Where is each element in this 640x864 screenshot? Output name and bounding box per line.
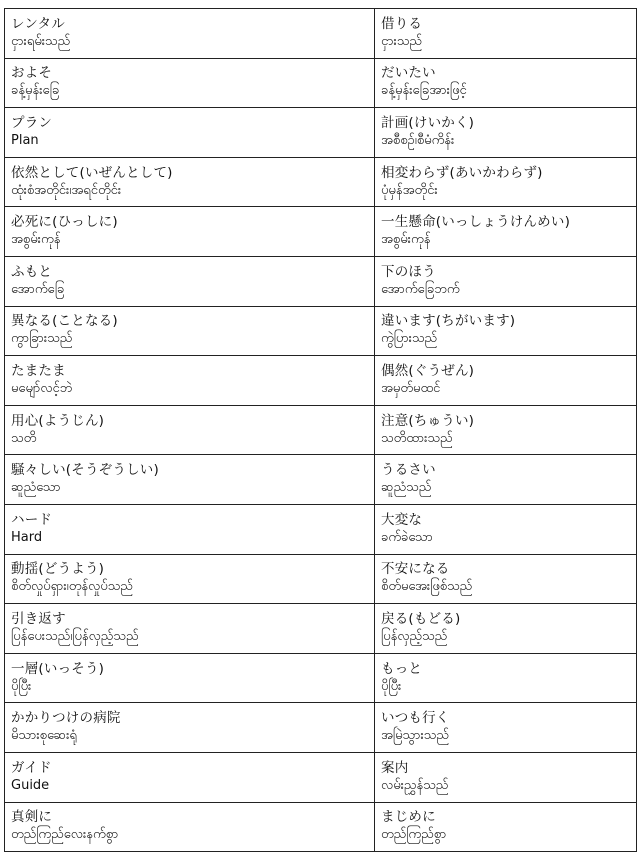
japanese-term: だいたい — [381, 65, 436, 82]
burmese-meaning: အောက်ခြေ — [11, 281, 65, 297]
vocab-cell-right — [375, 554, 637, 604]
vocab-cell-right — [375, 256, 637, 306]
japanese-term: 一生懸命(いっしょうけんめい) — [381, 214, 571, 231]
japanese-term: かかりつけの病院 — [11, 710, 121, 727]
vocab-row — [5, 554, 637, 604]
japanese-term: いつも行く — [381, 710, 450, 727]
japanese-term: レンタル — [11, 15, 65, 32]
japanese-term: 真剣に — [11, 809, 53, 826]
vocab-cell-right — [375, 356, 637, 406]
vocab-row — [5, 752, 637, 802]
vocab-cell-left — [5, 703, 375, 753]
burmese-meaning: ပိုပြီး — [381, 678, 402, 694]
japanese-term: 大変な — [381, 511, 423, 528]
burmese-meaning: ကွာခြားသည် — [11, 331, 73, 347]
japanese-term: 借りる — [381, 15, 423, 32]
vocab-cell-right — [375, 752, 637, 802]
vocab-cell-right — [375, 604, 637, 654]
vocab-cell-right — [375, 108, 637, 158]
vocab-cell-right — [375, 207, 637, 257]
vocab-cell-left — [5, 356, 375, 406]
vocab-cell-right — [375, 58, 637, 108]
burmese-meaning: ပုံမှန်အတိုင်း — [381, 182, 438, 198]
burmese-meaning: စိတ်လှုပ်ရှား၊တုန်လှုပ်သည် — [11, 579, 133, 595]
vocab-row — [5, 58, 637, 108]
burmese-meaning: စိတ်မအေးဖြစ်သည် — [381, 579, 473, 595]
vocab-row — [5, 157, 637, 207]
japanese-term: 必死に(ひっしに) — [11, 214, 118, 231]
japanese-term: 計画(けいかく) — [381, 114, 475, 131]
vocab-row — [5, 9, 637, 59]
burmese-meaning: အောက်ခြေဘက် — [381, 281, 460, 297]
japanese-term: たまたま — [11, 362, 66, 379]
vocab-cell-right — [375, 504, 637, 554]
vocab-row — [5, 504, 637, 554]
vocab-cell-left — [5, 306, 375, 356]
burmese-meaning: အမြဲသွားသည် — [381, 728, 449, 744]
burmese-meaning: ငှားသည် — [381, 33, 422, 49]
vocabulary-table — [4, 8, 637, 852]
vocab-cell-left — [5, 504, 375, 554]
burmese-meaning: တည်ကြည်လေးနက်စွာ — [11, 827, 119, 843]
vocab-cell-right — [375, 157, 637, 207]
japanese-term: 依然として(いぜんとして) — [11, 164, 173, 181]
vocab-cell-right — [375, 306, 637, 356]
burmese-meaning: Hard — [11, 529, 43, 545]
burmese-meaning: ဆူညံသည် — [381, 480, 432, 496]
vocab-cell-left — [5, 405, 375, 455]
burmese-meaning: ပြန်လှည့်သည် — [381, 628, 448, 644]
japanese-term: 異なる(ことなる) — [11, 313, 118, 330]
vocab-cell-left — [5, 58, 375, 108]
japanese-term: 注意(ちゅうい) — [381, 412, 475, 429]
vocab-cell-right — [375, 405, 637, 455]
burmese-meaning: မိသားစုဆေးရုံ — [11, 728, 77, 744]
burmese-meaning: ဆူညံသော — [11, 480, 61, 496]
japanese-term: うるさい — [381, 462, 436, 479]
burmese-meaning: အမှတ်မထင် — [381, 380, 441, 396]
japanese-term: 引き返す — [11, 610, 66, 627]
vocab-row — [5, 653, 637, 703]
japanese-term: ガイド — [11, 759, 52, 776]
vocab-cell-left — [5, 802, 375, 852]
vocab-cell-left — [5, 604, 375, 654]
burmese-meaning: မမျော်လင့်ဘဲ — [11, 380, 73, 396]
vocab-row — [5, 207, 637, 257]
vocab-cell-right — [375, 653, 637, 703]
vocab-row — [5, 455, 637, 505]
vocab-cell-left — [5, 455, 375, 505]
vocab-cell-right — [375, 703, 637, 753]
japanese-term: 騒々しい(そうぞうしい) — [11, 462, 159, 479]
japanese-term: まじめに — [381, 809, 436, 826]
japanese-term: もっと — [381, 660, 423, 677]
japanese-term: およそ — [11, 65, 53, 82]
vocab-row — [5, 256, 637, 306]
burmese-meaning: Guide — [11, 777, 50, 793]
japanese-term: 案内 — [381, 759, 409, 776]
vocab-row — [5, 306, 637, 356]
vocab-cell-left — [5, 108, 375, 158]
vocab-cell-left — [5, 752, 375, 802]
japanese-term: 相変わらず(あいかわらず) — [381, 164, 543, 181]
japanese-term: ハード — [11, 511, 53, 528]
burmese-meaning: သတိထားသည် — [381, 430, 453, 446]
burmese-meaning: အစွမ်းကုန် — [11, 232, 61, 248]
japanese-term: 下のほう — [381, 263, 436, 280]
burmese-meaning: သတိ — [11, 430, 37, 446]
japanese-term: プラン — [11, 114, 53, 131]
vocab-row — [5, 703, 637, 753]
japanese-term: 偶然(ぐうぜん) — [381, 362, 475, 379]
burmese-meaning: အစီစဉ်၊စီမံကိန်း — [381, 132, 455, 148]
vocab-cell-left — [5, 157, 375, 207]
vocab-cell-right — [375, 802, 637, 852]
vocab-cell-left — [5, 653, 375, 703]
japanese-term: 用心(ようじん) — [11, 412, 105, 429]
vocab-row — [5, 108, 637, 158]
burmese-meaning: အစွမ်းကုန် — [381, 232, 431, 248]
burmese-meaning: Plan — [11, 132, 39, 148]
vocabulary-table-body — [5, 9, 637, 852]
burmese-meaning: ထုံးစံအတိုင်း၊အရင်တိုင်း — [11, 182, 122, 198]
vocab-cell-right — [375, 455, 637, 505]
vocab-row — [5, 356, 637, 406]
burmese-meaning: ကွဲပြားသည် — [381, 331, 438, 347]
japanese-term: ふもと — [11, 263, 53, 280]
vocab-cell-left — [5, 554, 375, 604]
vocab-cell-left — [5, 207, 375, 257]
burmese-meaning: ပိုပြီး — [11, 678, 32, 694]
burmese-meaning: ခန့်မှန်းခြေအားဖြင့် — [381, 83, 467, 99]
burmese-meaning: ခက်ခဲသော — [381, 529, 433, 545]
vocab-row — [5, 405, 637, 455]
burmese-meaning: လမ်းညွှန်သည် — [381, 777, 449, 793]
japanese-term: 違います(ちがいます) — [381, 313, 516, 330]
burmese-meaning: ငှားရမ်းသည် — [11, 33, 71, 49]
burmese-meaning: တည်ကြည်စွာ — [381, 827, 447, 843]
japanese-term: 不安になる — [381, 561, 450, 578]
japanese-term: 一層(いっそう) — [11, 660, 105, 677]
japanese-term: 動揺(どうよう) — [11, 561, 105, 578]
vocab-cell-left — [5, 9, 375, 59]
vocab-cell-right — [375, 9, 637, 59]
burmese-meaning: ခန့်မှန်းခြေ — [11, 83, 60, 99]
vocab-row — [5, 604, 637, 654]
japanese-term: 戻る(もどる) — [381, 610, 461, 627]
vocab-cell-left — [5, 256, 375, 306]
vocab-row — [5, 802, 637, 852]
burmese-meaning: ပြန်ပေးသည်၊ပြန်လှည့်သည် — [11, 628, 139, 644]
